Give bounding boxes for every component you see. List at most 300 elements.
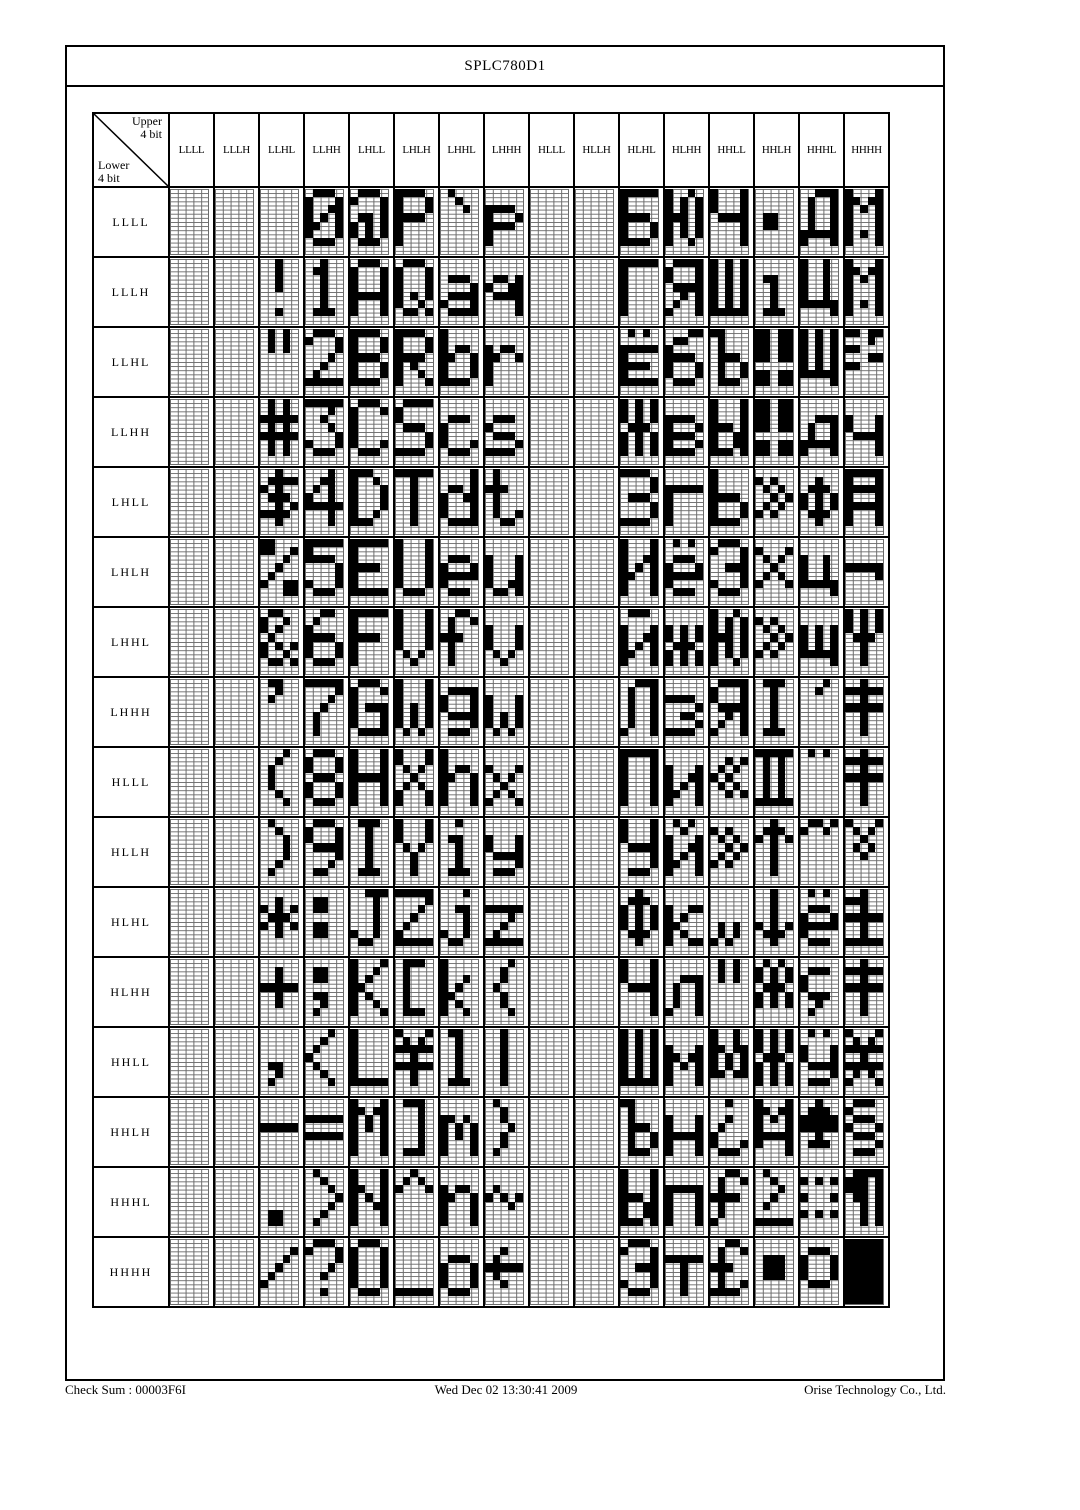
char-cell (574, 747, 619, 817)
row-header-llll: LLLL (93, 187, 169, 257)
glyph-bitmap (665, 1099, 704, 1165)
row-header-lhhl: LHHL (93, 607, 169, 677)
column-header-hlhh: HLHH (664, 113, 709, 187)
char-cell (304, 537, 349, 607)
char-cell (664, 887, 709, 957)
char-cell (664, 957, 709, 1027)
glyph-bitmap (395, 469, 434, 535)
glyph-bitmap (665, 749, 704, 815)
glyph-bitmap (800, 399, 839, 465)
empty-glyph-grid (530, 259, 569, 325)
row-header-hhhh: HHHH (93, 1237, 169, 1307)
character-table-wrapper (92, 112, 890, 1308)
empty-glyph-grid (530, 329, 569, 395)
glyph-bitmap (710, 329, 749, 395)
char-cell (799, 887, 844, 957)
char-cell (304, 327, 349, 397)
glyph-bitmap (845, 749, 884, 815)
char-cell (709, 677, 754, 747)
char-cell (664, 817, 709, 887)
glyph-bitmap (845, 679, 884, 745)
char-cell (529, 817, 574, 887)
glyph-bitmap (350, 889, 389, 955)
char-cell (844, 1097, 889, 1167)
char-cell (394, 957, 439, 1027)
glyph-bitmap (350, 749, 389, 815)
char-cell (799, 397, 844, 467)
glyph-bitmap (755, 889, 794, 955)
empty-glyph-grid (530, 609, 569, 675)
lower-label-line2: 4 bit (98, 171, 120, 185)
char-cell (619, 887, 664, 957)
glyph-bitmap (620, 819, 659, 885)
char-cell (484, 607, 529, 677)
glyph-bitmap (440, 889, 479, 955)
char-cell (574, 327, 619, 397)
glyph-bitmap (485, 1239, 524, 1305)
char-cell (799, 327, 844, 397)
char-cell (664, 677, 709, 747)
char-cell (664, 397, 709, 467)
glyph-bitmap (395, 819, 434, 885)
empty-glyph-grid (530, 399, 569, 465)
glyph-bitmap (395, 679, 434, 745)
empty-glyph-grid (530, 189, 569, 255)
glyph-bitmap (800, 469, 839, 535)
empty-glyph-grid (215, 959, 254, 1025)
glyph-bitmap (620, 1029, 659, 1095)
glyph-bitmap (350, 329, 389, 395)
column-header-row (93, 113, 889, 187)
glyph-bitmap (665, 679, 704, 745)
glyph-bitmap (620, 959, 659, 1025)
char-cell (349, 677, 394, 747)
char-cell (439, 537, 484, 607)
char-cell (529, 327, 574, 397)
glyph-bitmap (755, 1029, 794, 1095)
char-cell (169, 257, 214, 327)
empty-glyph-grid (575, 539, 614, 605)
empty-glyph-grid (575, 1239, 614, 1305)
char-cell (574, 1097, 619, 1167)
glyph-bitmap (800, 1029, 839, 1095)
char-cell (529, 957, 574, 1027)
char-cell (259, 397, 304, 467)
glyph-bitmap (800, 329, 839, 395)
empty-glyph-grid (530, 1239, 569, 1305)
empty-glyph-grid (170, 399, 209, 465)
glyph-bitmap (620, 259, 659, 325)
char-cell (304, 187, 349, 257)
char-cell (439, 1097, 484, 1167)
glyph-bitmap (350, 469, 389, 535)
empty-glyph-grid (170, 189, 209, 255)
char-cell (709, 257, 754, 327)
char-cell (754, 677, 799, 747)
glyph-bitmap (755, 679, 794, 745)
char-cell (394, 1027, 439, 1097)
empty-glyph-grid (215, 539, 254, 605)
char-cell (529, 677, 574, 747)
char-cell (259, 747, 304, 817)
glyph-bitmap (800, 819, 839, 885)
glyph-bitmap (665, 189, 704, 255)
char-cell (214, 537, 259, 607)
char-cell (169, 1237, 214, 1307)
empty-glyph-grid (530, 1169, 569, 1235)
char-cell (574, 607, 619, 677)
char-cell (754, 1097, 799, 1167)
glyph-bitmap (620, 469, 659, 535)
glyph-bitmap (395, 329, 434, 395)
char-cell (844, 607, 889, 677)
empty-glyph-grid (170, 1029, 209, 1095)
char-cell (709, 397, 754, 467)
glyph-bitmap (350, 959, 389, 1025)
empty-glyph-grid (170, 1099, 209, 1165)
glyph-bitmap (260, 539, 299, 605)
empty-glyph-grid (215, 1029, 254, 1095)
char-cell (619, 1237, 664, 1307)
glyph-bitmap (260, 609, 299, 675)
char-cell (394, 537, 439, 607)
char-cell (619, 327, 664, 397)
char-cell (709, 957, 754, 1027)
glyph-bitmap (440, 189, 479, 255)
char-cell (484, 817, 529, 887)
char-cell (484, 327, 529, 397)
char-cell (259, 817, 304, 887)
glyph-bitmap (485, 469, 524, 535)
empty-glyph-grid (530, 1099, 569, 1165)
char-cell (259, 1167, 304, 1237)
char-cell (349, 467, 394, 537)
empty-glyph-grid (170, 1169, 209, 1235)
glyph-bitmap (800, 189, 839, 255)
char-cell (169, 397, 214, 467)
char-cell (169, 1027, 214, 1097)
row-header-hhhl: HHHL (93, 1167, 169, 1237)
glyph-bitmap (755, 1099, 794, 1165)
glyph-bitmap (800, 1099, 839, 1165)
empty-glyph-grid (575, 259, 614, 325)
char-cell (799, 607, 844, 677)
char-cell (799, 1097, 844, 1167)
glyph-bitmap (440, 1099, 479, 1165)
glyph-bitmap (800, 749, 839, 815)
char-cell (214, 677, 259, 747)
char-cell (529, 747, 574, 817)
glyph-bitmap (665, 259, 704, 325)
column-header-hlll: HLLL (529, 113, 574, 187)
glyph-bitmap (485, 259, 524, 325)
upper-label-line1: Upper (132, 114, 162, 128)
glyph-bitmap (305, 1029, 344, 1095)
char-cell (799, 1237, 844, 1307)
char-cell (709, 887, 754, 957)
char-cell (439, 187, 484, 257)
char-cell (799, 957, 844, 1027)
char-cell (799, 817, 844, 887)
char-cell (484, 1167, 529, 1237)
char-cell (844, 1167, 889, 1237)
char-cell (619, 537, 664, 607)
char-cell (304, 397, 349, 467)
char-cell (799, 257, 844, 327)
char-cell (394, 257, 439, 327)
char-cell (259, 537, 304, 607)
empty-glyph-grid (530, 889, 569, 955)
char-cell (169, 957, 214, 1027)
glyph-bitmap (395, 1029, 434, 1095)
empty-glyph-grid (215, 1099, 254, 1165)
char-cell (799, 747, 844, 817)
glyph-bitmap (710, 609, 749, 675)
glyph-bitmap (710, 1029, 749, 1095)
char-cell (304, 747, 349, 817)
char-cell (709, 187, 754, 257)
row-header-lhll: LHLL (93, 467, 169, 537)
char-cell (169, 327, 214, 397)
char-cell (754, 1167, 799, 1237)
glyph-bitmap (440, 959, 479, 1025)
char-cell (754, 397, 799, 467)
char-cell (844, 1237, 889, 1307)
char-cell (349, 887, 394, 957)
glyph-bitmap (845, 889, 884, 955)
glyph-bitmap (620, 679, 659, 745)
char-cell (484, 1237, 529, 1307)
glyph-bitmap (305, 889, 344, 955)
char-cell (844, 467, 889, 537)
table-row (93, 257, 889, 327)
glyph-bitmap (260, 959, 299, 1025)
empty-glyph-grid (170, 1239, 209, 1305)
column-header-lhhh: LHHH (484, 113, 529, 187)
char-cell (439, 467, 484, 537)
glyph-bitmap (260, 469, 299, 535)
glyph-bitmap (620, 189, 659, 255)
document-frame (65, 45, 945, 1381)
glyph-bitmap (755, 469, 794, 535)
char-cell (259, 257, 304, 327)
char-cell (844, 327, 889, 397)
char-cell (529, 1167, 574, 1237)
char-cell (529, 1027, 574, 1097)
char-cell (394, 747, 439, 817)
glyph-bitmap (395, 259, 434, 325)
char-cell (754, 817, 799, 887)
glyph-bitmap (260, 1029, 299, 1095)
glyph-bitmap (845, 1169, 884, 1235)
char-cell (169, 467, 214, 537)
glyph-bitmap (485, 1029, 524, 1095)
char-cell (304, 957, 349, 1027)
page-title: SPLC780D1 (67, 47, 943, 87)
char-cell (169, 187, 214, 257)
glyph-bitmap (305, 329, 344, 395)
glyph-bitmap (260, 1169, 299, 1235)
char-cell (574, 677, 619, 747)
column-header-hhhl: HHHL (799, 113, 844, 187)
corner-header-cell (93, 113, 169, 187)
char-cell (844, 397, 889, 467)
char-cell (394, 187, 439, 257)
empty-glyph-grid (575, 889, 614, 955)
char-cell (259, 607, 304, 677)
glyph-bitmap (440, 819, 479, 885)
upper-bit-label (132, 115, 162, 141)
char-cell (214, 1237, 259, 1307)
char-cell (304, 607, 349, 677)
glyph-bitmap (620, 399, 659, 465)
glyph-bitmap (665, 959, 704, 1025)
glyph-bitmap (305, 399, 344, 465)
glyph-bitmap (440, 539, 479, 605)
column-header-lllh: LLLH (214, 113, 259, 187)
char-cell (799, 677, 844, 747)
char-cell (169, 537, 214, 607)
char-cell (439, 887, 484, 957)
empty-glyph-grid (530, 1029, 569, 1095)
empty-glyph-grid (215, 399, 254, 465)
char-cell (754, 607, 799, 677)
glyph-bitmap (305, 819, 344, 885)
glyph-bitmap (665, 889, 704, 955)
char-cell (619, 1167, 664, 1237)
char-cell (799, 187, 844, 257)
column-header-llhl: LLHL (259, 113, 304, 187)
glyph-bitmap (800, 889, 839, 955)
char-cell (439, 1027, 484, 1097)
empty-glyph-grid (530, 469, 569, 535)
column-header-hllh: HLLH (574, 113, 619, 187)
char-cell (349, 187, 394, 257)
column-header-hlhl: HLHL (619, 113, 664, 187)
glyph-bitmap (395, 1099, 434, 1165)
timestamp-label: Wed Dec 02 13:30:41 2009 (434, 1382, 578, 1397)
glyph-bitmap (485, 819, 524, 885)
char-cell (304, 677, 349, 747)
empty-glyph-grid (170, 259, 209, 325)
char-cell (349, 957, 394, 1027)
glyph-bitmap (395, 959, 434, 1025)
char-cell (214, 1167, 259, 1237)
glyph-bitmap (710, 679, 749, 745)
glyph-bitmap (260, 329, 299, 395)
character-table-body (93, 187, 889, 1307)
glyph-bitmap (755, 819, 794, 885)
glyph-bitmap (665, 539, 704, 605)
char-cell (439, 327, 484, 397)
glyph-bitmap (755, 749, 794, 815)
char-cell (169, 817, 214, 887)
char-cell (259, 187, 304, 257)
char-cell (529, 1097, 574, 1167)
glyph-bitmap (440, 609, 479, 675)
empty-glyph-grid (215, 189, 254, 255)
glyph-bitmap (710, 1239, 749, 1305)
char-cell (664, 607, 709, 677)
empty-glyph-grid (170, 539, 209, 605)
glyph-bitmap (845, 539, 884, 605)
glyph-bitmap (620, 609, 659, 675)
glyph-bitmap (620, 1239, 659, 1305)
glyph-bitmap (350, 1169, 389, 1235)
glyph-bitmap (755, 539, 794, 605)
char-cell (439, 957, 484, 1027)
column-header-llll: LLLL (169, 113, 214, 187)
char-cell (574, 467, 619, 537)
char-cell (754, 1237, 799, 1307)
char-cell (754, 537, 799, 607)
char-cell (304, 467, 349, 537)
char-cell (349, 327, 394, 397)
glyph-bitmap (395, 1169, 434, 1235)
glyph-bitmap (305, 609, 344, 675)
char-cell (754, 957, 799, 1027)
char-cell (439, 257, 484, 327)
empty-glyph-grid (170, 329, 209, 395)
empty-glyph-grid (575, 1169, 614, 1235)
glyph-bitmap (710, 749, 749, 815)
glyph-bitmap (665, 399, 704, 465)
table-row (93, 327, 889, 397)
char-cell (574, 397, 619, 467)
char-cell (304, 257, 349, 327)
char-cell (799, 1167, 844, 1237)
char-cell (844, 957, 889, 1027)
empty-glyph-grid (215, 679, 254, 745)
glyph-bitmap (395, 1239, 434, 1305)
table-row (93, 537, 889, 607)
glyph-bitmap (350, 609, 389, 675)
glyph-bitmap (800, 609, 839, 675)
glyph-bitmap (305, 259, 344, 325)
glyph-bitmap (260, 749, 299, 815)
char-cell (709, 1237, 754, 1307)
empty-glyph-grid (575, 609, 614, 675)
char-cell (484, 957, 529, 1027)
char-cell (304, 817, 349, 887)
char-cell (259, 467, 304, 537)
char-cell (574, 1027, 619, 1097)
glyph-bitmap (755, 609, 794, 675)
glyph-bitmap (710, 1169, 749, 1235)
glyph-bitmap (350, 399, 389, 465)
empty-glyph-grid (530, 819, 569, 885)
glyph-bitmap (665, 1169, 704, 1235)
char-cell (529, 257, 574, 327)
glyph-bitmap (845, 189, 884, 255)
char-cell (754, 467, 799, 537)
glyph-bitmap (665, 1029, 704, 1095)
char-cell (529, 887, 574, 957)
char-cell (574, 1167, 619, 1237)
glyph-bitmap (845, 469, 884, 535)
char-cell (439, 747, 484, 817)
empty-glyph-grid (260, 189, 299, 255)
empty-glyph-grid (170, 819, 209, 885)
char-cell (214, 467, 259, 537)
char-cell (529, 1237, 574, 1307)
empty-glyph-grid (575, 399, 614, 465)
lower-label-line1: Lower (98, 158, 130, 172)
glyph-bitmap (710, 189, 749, 255)
glyph-bitmap (485, 749, 524, 815)
char-cell (664, 537, 709, 607)
char-cell (484, 537, 529, 607)
